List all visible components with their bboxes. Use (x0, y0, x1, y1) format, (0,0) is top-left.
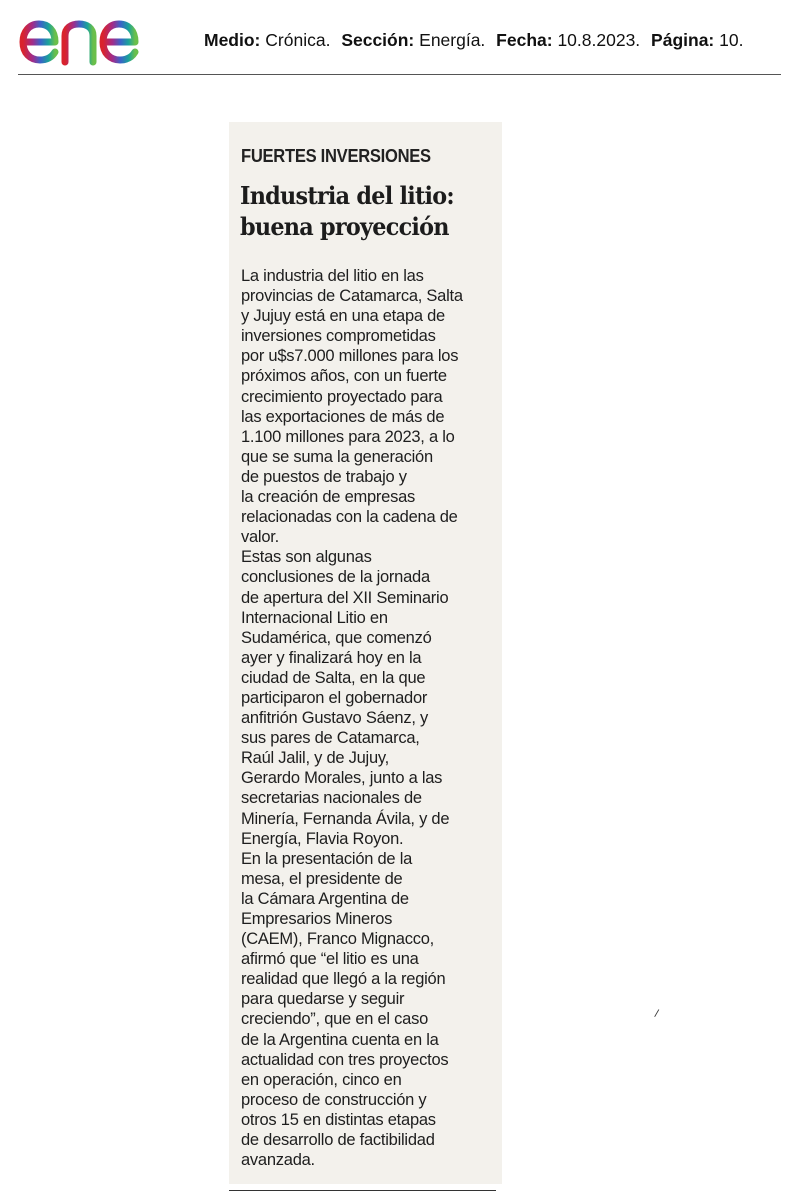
body-line: Sudamérica, que comenzó (241, 628, 432, 647)
fecha-value: 10.8.2023. (557, 30, 641, 50)
body-line: Estas son algunas (241, 548, 372, 567)
article-body (241, 266, 506, 1170)
body-line: próximos años, con un fuerte (241, 367, 447, 386)
body-line: de desarrollo de factibilidad (241, 1131, 435, 1150)
fecha-label: Fecha: (496, 30, 553, 50)
headline-line: buena proyección (240, 212, 449, 241)
stray-mark: / (653, 1007, 660, 1021)
pagina-value: 10. (719, 30, 744, 50)
body-line: secretarias nacionales de (241, 789, 422, 808)
body-line: valor. (241, 528, 279, 547)
article-kicker: FUERTES INVERSIONES (241, 146, 431, 166)
body-line: En la presentación de la (241, 849, 413, 868)
body-line: (CAEM), Franco Mignacco, (241, 930, 434, 949)
body-line: mesa, el presidente de (241, 869, 403, 888)
medio-label: Medio: (204, 30, 261, 50)
body-line: que se suma la generación (241, 447, 433, 466)
body-line: otros 15 en distintas etapas (241, 1110, 436, 1129)
body-line: de la Argentina cuenta en la (241, 1030, 439, 1049)
enel-logo (18, 6, 178, 68)
body-line: creciendo”, que en el caso (241, 1010, 429, 1029)
clipping-bottom-divider (229, 1190, 496, 1191)
header-divider (18, 74, 781, 75)
body-line: ciudad de Salta, en la que (241, 668, 426, 687)
body-line: la Cámara Argentina de (241, 889, 409, 908)
body-line: Empresarios Mineros (241, 910, 393, 928)
body-line: actualidad con tres proyectos (241, 1050, 449, 1069)
body-line: de puestos de trabajo y (241, 467, 407, 486)
seccion-value: Energía. (419, 30, 486, 50)
body-line: crecimiento proyectado para (241, 387, 443, 406)
seccion-label: Sección: (341, 30, 415, 50)
body-line: sus pares de Catamarca, (241, 729, 420, 748)
body-line: participaron el gobernador (241, 688, 428, 707)
body-line: la creación de empresas (241, 488, 416, 507)
body-line: y Jujuy está en una etapa de (241, 307, 445, 326)
body-line: Gerardo Morales, junto a las (241, 769, 443, 788)
body-line: conclusiones de la jornada (241, 568, 430, 587)
body-line: realidad que llegó a la región (241, 970, 446, 989)
medio-value: Crónica. (265, 30, 331, 50)
body-line: ayer y finalizará hoy en la (241, 648, 422, 667)
body-line: por u$s7.000 millones para los (241, 347, 459, 366)
body-line: proceso de construcción y (241, 1090, 427, 1109)
body-line: afirmó que “el litio es una (241, 950, 419, 969)
headline-line: Industria del litio: (240, 181, 454, 210)
body-line: Internacional Litio en (241, 608, 388, 627)
body-line: las exportaciones de más de (241, 407, 445, 426)
body-line: avanzada. (241, 1151, 315, 1170)
publication-metadata (204, 30, 743, 51)
body-line: Raúl Jalil, y de Jujuy, (241, 749, 390, 768)
body-line: anfitrión Gustavo Sáenz, y (241, 709, 429, 728)
body-line: provincias de Catamarca, Salta (241, 287, 463, 306)
body-line: relacionadas con la cadena de (241, 508, 458, 527)
body-line: La industria del litio en las (241, 267, 424, 285)
body-line: inversiones comprometidas (241, 327, 436, 346)
body-line: Energía, Flavia Royon. (241, 829, 404, 848)
body-line: de apertura del XII Seminario (241, 588, 449, 607)
body-line: 1.100 millones para 2023, a lo (241, 427, 455, 446)
body-line: Minería, Fernanda Ávila, y de (241, 809, 450, 828)
body-line: para quedarse y seguir (241, 990, 405, 1009)
news-clipping (229, 122, 502, 1184)
article-headline (240, 180, 510, 242)
body-line: en operación, cinco en (241, 1070, 402, 1089)
pagina-label: Página: (651, 30, 715, 50)
